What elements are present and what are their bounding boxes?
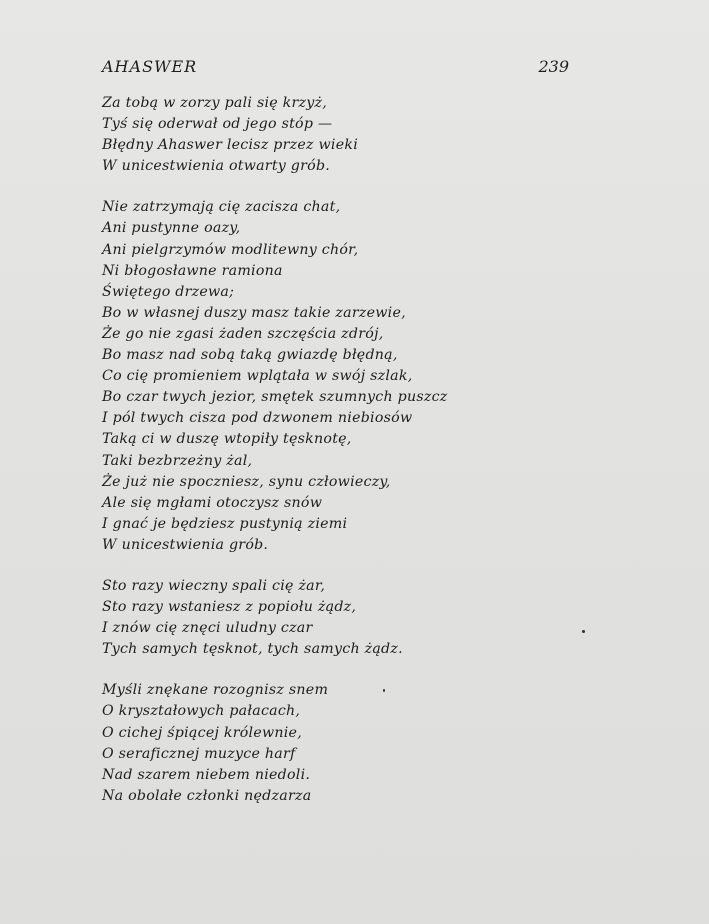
poem-line: Ale się mgłami otoczysz snów: [102, 494, 323, 511]
stanza: [102, 93, 589, 177]
poem-line: I pól twych cisza pod dzwonem niebiosów: [102, 410, 413, 427]
poem-line: Ani pielgrzymów modlitewny chór,: [102, 241, 359, 258]
poem-line: Ani pustynne oazy,: [102, 220, 241, 237]
poem-line: O cichej śpiącej królewnie,: [102, 724, 302, 741]
poem-line: Bo masz nad sobą taką gwiazdę błędną,: [102, 347, 398, 364]
poem-line: I gnać je będziesz pustynią ziemi: [102, 515, 348, 532]
ink-speck: [582, 630, 585, 633]
stanza: [102, 197, 589, 556]
poem-line: Tyś się oderwał od jego stóp —: [102, 116, 333, 133]
poem-line: Ni błogosławne ramiona: [102, 262, 283, 279]
page-header: [102, 57, 569, 81]
poem-line: Nie zatrzymają cię zacisza chat,: [102, 199, 341, 216]
poem-line: Taki bezbrzeżny żal,: [102, 452, 253, 469]
poem-line: Co cię promieniem wplątała w swój szlak,: [102, 368, 413, 385]
poem-line: Bo czar twych jezior, smętek szumnych puszcz: [102, 389, 448, 406]
poem-line: O seraficznej muzyce harf: [102, 745, 296, 762]
poem-line: Za tobą w zorzy pali się krzyż,: [102, 95, 328, 111]
poem-line: Na obolałe członki nędzarza: [102, 787, 312, 804]
poem-line: I znów cię znęci uludny czar: [102, 620, 313, 637]
running-head: AHASWER: [102, 57, 198, 76]
poem-line: Sto razy wieczny spali cię żar,: [102, 577, 326, 594]
poem-line: Sto razy wstaniesz z popiołu żądz,: [102, 599, 357, 616]
page-number: 239: [538, 57, 569, 76]
poem-line: Tych samych tęsknot, tych samych żądz.: [102, 641, 403, 658]
poem-line: Że już nie spoczniesz, synu człowieczy,: [102, 473, 391, 490]
poem-line: Nad szarem niebem niedoli.: [102, 766, 311, 783]
poem-line: Że go nie zgasi żaden szczęścia zdrój,: [102, 325, 384, 342]
poem-line: Myśli znękane rozognisz snem: [102, 682, 329, 699]
stanza: [102, 576, 589, 660]
stanza: [102, 680, 589, 807]
poem-body: [102, 93, 589, 827]
poem-line: Błędny Ahaswer lecisz przez wieki: [102, 137, 358, 154]
poem-line: Taką ci w duszę wtopiły tęsknotę,: [102, 431, 352, 448]
ink-speck: [383, 689, 385, 692]
poem-line: Bo w własnej duszy masz takie zarzewie,: [102, 304, 406, 321]
poem-line: W unicestwienia grób.: [102, 536, 269, 553]
poem-line: O kryształowych pałacach,: [102, 703, 301, 720]
poem-line: Świętego drzewa;: [102, 283, 235, 300]
poem-line: W unicestwienia otwarty grób.: [102, 158, 331, 175]
